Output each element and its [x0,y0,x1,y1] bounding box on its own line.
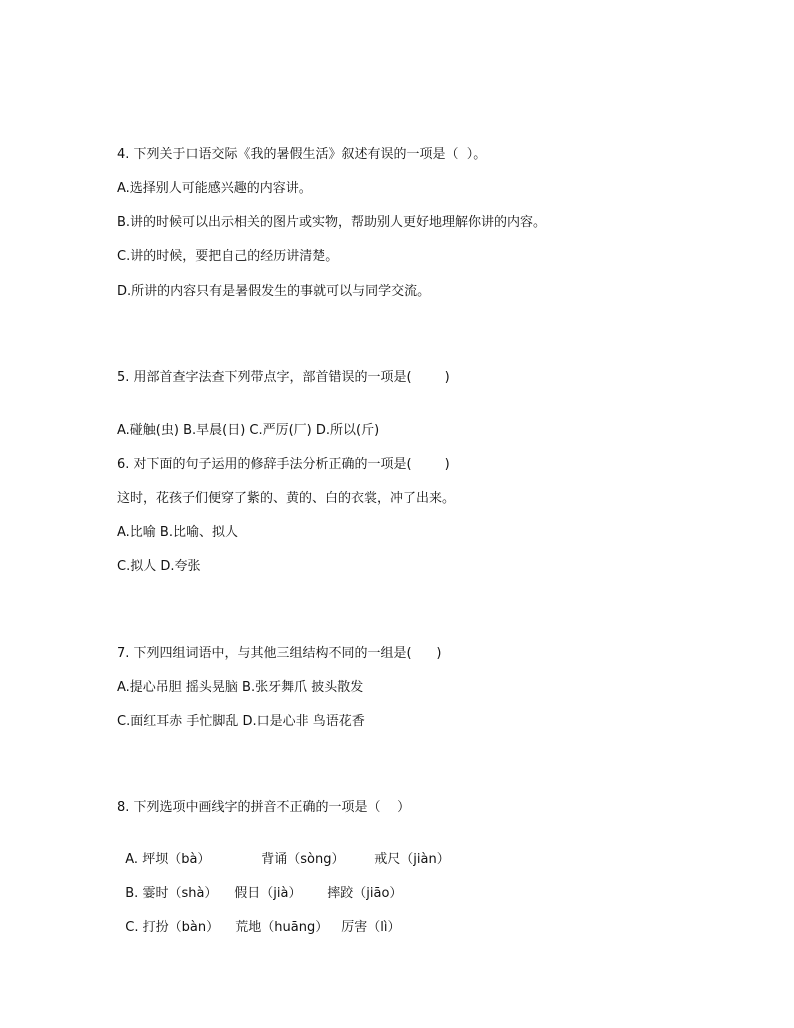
question-7-stem: 7. 下列四组词语中，与其他三组结构不同的一组是( ) [117,646,442,661]
question-8-option-c-row [117,901,401,937]
question-4-option-a: A.选择别人可能感兴趣的内容讲。 [117,181,312,196]
question-8-option-c-word-3: 厉害（lì） [341,920,401,935]
question-6-stem: 6. 对下面的句子运用的修辞手法分析正确的一项是( ) [117,457,450,472]
question-4-stem: 4. 下列关于口语交际《我的暑假生活》叙述有误的一项是（ ）。 [117,147,487,162]
question-8-stem: 8. 下列选项中画线字的拼音不正确的一项是（ ） [117,800,411,815]
question-8-option-b-word-1: B. 霎时（shà） [125,886,218,901]
question-6-sentence: 这时，花孩子们便穿了紫的、黄的、白的衣裳，冲了出来。 [117,491,456,506]
question-7-options-ab: A.提心吊胆 摇头晃脑 B.张牙舞爪 披头散发 [117,680,364,695]
question-8-option-b-word-3: 摔跤（jiāo） [327,886,403,901]
question-8-option-b-word-2: 假日（jià） [234,886,302,901]
question-7-options-cd: C.面红耳赤 手忙脚乱 D.口是心非 鸟语花香 [117,714,365,729]
question-8-option-a-word-3: 戒尺（jiàn） [374,852,450,867]
question-4-option-b: B.讲的时候可以出示相关的图片或实物，帮助别人更好地理解你讲的内容。 [117,215,547,230]
question-8-option-c-word-2: 荒地（huāng） [235,920,329,935]
question-8-option-c-word-1: C. 打扮（bàn） [125,920,220,935]
question-8-option-a-word-1: A. 坪坝（bà） [125,852,211,867]
question-4-option-c: C.讲的时候，要把自己的经历讲清楚。 [117,249,339,264]
question-8-option-a-word-2: 背诵（sòng） [261,852,345,867]
question-4-option-d: D.所讲的内容只有是暑假发生的事就可以与同学交流。 [117,284,431,299]
question-8-option-b-row [117,867,402,903]
question-5-options: A.碰触(虫) B.早晨(日) C.严厉(厂) D.所以(斤) [117,423,380,438]
question-8-option-a-row [117,833,450,869]
question-5-stem: 5. 用部首查字法查下列带点字，部首错误的一项是( ) [117,370,450,385]
question-6-options-cd: C.拟人 D.夸张 [117,559,201,574]
question-6-options-ab: A.比喻 B.比喻、拟人 [117,525,238,540]
